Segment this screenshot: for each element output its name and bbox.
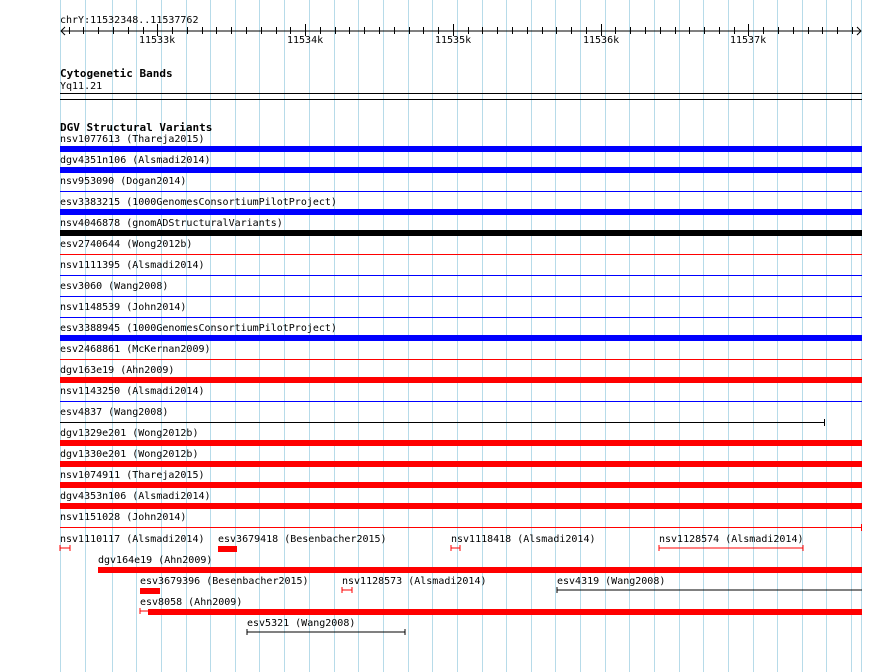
sv-label[interactable]: dgv164e19 (Ahn2009) <box>98 555 213 566</box>
sv-line[interactable] <box>60 296 862 297</box>
sv-line[interactable] <box>60 317 862 318</box>
sv-line[interactable] <box>60 527 862 528</box>
sv-bracket[interactable] <box>245 627 409 637</box>
sv-label[interactable]: nsv1077613 (Thareja2015) <box>60 134 205 145</box>
ruler-label: chrY:11532348..11537762 <box>60 15 199 26</box>
cytoband-track-title: Cytogenetic Bands <box>60 67 173 80</box>
sv-label[interactable]: esv3060 (Wang2008) <box>60 281 169 292</box>
sv-label[interactable]: nsv1111395 (Alsmadi2014) <box>60 260 205 271</box>
ruler-tick-label: 11536k <box>583 35 620 46</box>
sv-end-tick <box>824 419 825 426</box>
sv-bar[interactable] <box>148 609 862 615</box>
sv-line[interactable] <box>60 254 862 255</box>
dgv-track-title: DGV Structural Variants <box>60 121 213 134</box>
sv-bar[interactable] <box>218 546 237 552</box>
sv-line[interactable] <box>60 359 862 360</box>
cytoband-border-top <box>60 93 862 94</box>
cytoband-border-bottom <box>60 99 862 100</box>
ruler-tick-label: 11534k <box>287 35 324 46</box>
sv-label[interactable]: esv8058 (Ahn2009) <box>140 597 243 608</box>
sv-bar[interactable] <box>60 167 862 173</box>
sv-bar[interactable] <box>60 440 862 446</box>
sv-line[interactable] <box>555 585 865 595</box>
sv-label[interactable]: nsv4046878 (gnomADStructuralVariants) <box>60 218 283 229</box>
sv-bracket[interactable] <box>657 543 807 553</box>
sv-label[interactable]: dgv4351n106 (Alsmadi2014) <box>60 155 211 166</box>
sv-label[interactable]: dgv1329e201 (Wong2012b) <box>60 428 199 439</box>
sv-line[interactable] <box>60 401 862 402</box>
ruler-axis <box>0 0 890 60</box>
sv-label[interactable]: dgv1330e201 (Wong2012b) <box>60 449 199 460</box>
sv-label[interactable]: esv3679418 (Besenbacher2015) <box>218 534 387 545</box>
ruler-tick-label: 11535k <box>435 35 472 46</box>
sv-label[interactable]: nsv1143250 (Alsmadi2014) <box>60 386 205 397</box>
sv-label[interactable]: esv3679396 (Besenbacher2015) <box>140 576 309 587</box>
sv-bar[interactable] <box>60 335 862 341</box>
sv-bar[interactable] <box>60 377 862 383</box>
sv-bracket[interactable] <box>340 585 354 595</box>
sv-label[interactable]: nsv1148539 (John2014) <box>60 302 187 313</box>
sv-bar[interactable] <box>60 461 862 467</box>
sv-bar[interactable] <box>60 209 862 215</box>
ruler-tick-label: 11533k <box>139 35 176 46</box>
sv-label[interactable]: nsv1128574 (Alsmadi2014) <box>659 534 804 545</box>
sv-label[interactable]: esv2468861 (McKernan2009) <box>60 344 211 355</box>
sv-label[interactable]: esv3383215 (1000GenomesConsortiumPilotProject) <box>60 197 337 208</box>
sv-bar[interactable] <box>60 146 862 152</box>
sv-label[interactable]: esv4319 (Wang2008) <box>557 576 666 587</box>
sv-label[interactable]: esv4837 (Wang2008) <box>60 407 169 418</box>
sv-line[interactable] <box>60 275 862 276</box>
sv-bar[interactable] <box>60 482 862 488</box>
sv-line[interactable] <box>60 191 862 192</box>
sv-label[interactable]: dgv163e19 (Ahn2009) <box>60 365 175 376</box>
sv-label[interactable]: nsv1074911 (Thareja2015) <box>60 470 205 481</box>
sv-bar[interactable] <box>140 588 160 594</box>
sv-label[interactable]: esv3388945 (1000GenomesConsortiumPilotProject) <box>60 323 337 334</box>
sv-label[interactable]: dgv4353n106 (Alsmadi2014) <box>60 491 211 502</box>
sv-label[interactable]: esv5321 (Wang2008) <box>247 618 356 629</box>
sv-label[interactable]: esv2740644 (Wong2012b) <box>60 239 193 250</box>
sv-label[interactable]: nsv1110117 (Alsmadi2014) <box>60 534 205 545</box>
ruler-tick-label: 11537k <box>730 35 767 46</box>
sv-line[interactable] <box>60 422 825 423</box>
sv-label[interactable]: nsv1151028 (John2014) <box>60 512 187 523</box>
sv-label[interactable]: nsv1128573 (Alsmadi2014) <box>342 576 487 587</box>
sv-label[interactable]: nsv953090 (Dogan2014) <box>60 176 187 187</box>
sv-bar[interactable] <box>98 567 862 573</box>
sv-bar[interactable] <box>60 230 862 236</box>
sv-label[interactable]: nsv1118418 (Alsmadi2014) <box>451 534 596 545</box>
sv-bar[interactable] <box>60 503 862 509</box>
sv-end-tick <box>861 524 862 531</box>
sv-bracket[interactable] <box>449 543 463 553</box>
sv-bracket[interactable] <box>58 543 72 553</box>
cytoband-label: Yq11.21 <box>60 81 103 92</box>
